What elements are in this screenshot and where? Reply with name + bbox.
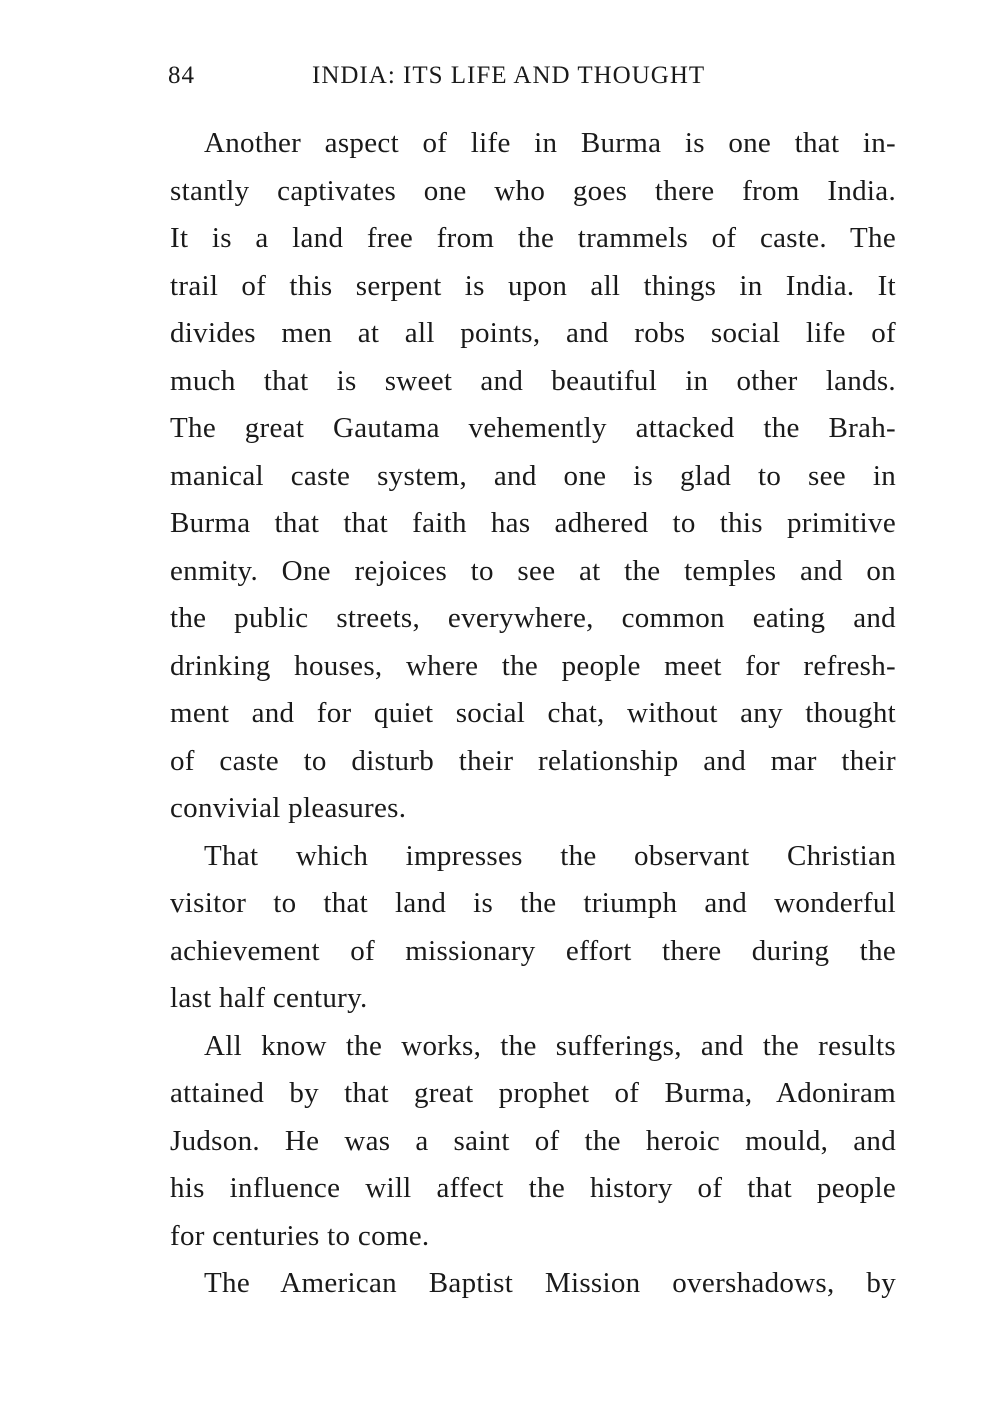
text-line: Burma that that faith has adhered to this primitive: [170, 507, 896, 539]
text-line: The great Gautama vehemently attacked the Brah-: [170, 412, 896, 444]
text-line: trail of this serpent is upon all things in India. It: [170, 269, 896, 302]
text-line: convivial pleasures.: [170, 792, 407, 824]
text-line: attained by that great prophet of Burma, Adoniram: [170, 1077, 896, 1109]
paragraph: [170, 1023, 896, 1261]
text-line: It is a land free from the trammels of caste. The: [170, 222, 896, 254]
text-line: much that is sweet and beautiful in other lands.: [170, 364, 896, 397]
body-text: [170, 120, 896, 1308]
text-line: That which impresses the observant Christian: [204, 839, 896, 872]
text-line: ment and for quiet social chat, without any thought: [170, 697, 896, 729]
text-line: stantly captivates one who goes there from India.: [170, 174, 896, 207]
paragraph: [170, 1260, 896, 1308]
paragraph: [170, 120, 896, 833]
text-line: drinking houses, where the people meet for refresh-: [170, 649, 896, 682]
text-line: of caste to disturb their relationship and mar their: [170, 744, 896, 777]
text-line: Judson. He was a saint of the heroic mould, and: [170, 1124, 896, 1157]
running-title: INDIA: ITS LIFE AND THOUGHT: [312, 62, 706, 89]
text-line: for centuries to come.: [170, 1219, 430, 1252]
text-line: his influence will affect the history of that people: [170, 1172, 896, 1204]
text-line: enmity. One rejoices to see at the temples and on: [170, 554, 896, 587]
text-line: the public streets, everywhere, common eating and: [170, 602, 896, 634]
running-head: [168, 62, 896, 98]
text-line: The American Baptist Mission overshadows, by: [204, 1267, 896, 1299]
text-line: last half century.: [170, 982, 368, 1014]
paragraph: [170, 833, 896, 1023]
text-line: achievement of missionary effort there during the: [170, 934, 896, 967]
text-line: manical caste system, and one is glad to see in: [170, 459, 896, 492]
page-number: 84: [168, 62, 195, 89]
text-line: visitor to that land is the triumph and wonderful: [170, 887, 896, 919]
text-line: divides men at all points, and robs social life of: [170, 317, 896, 349]
text-line: All know the works, the sufferings, and the results: [204, 1029, 896, 1062]
text-line: Another aspect of life in Burma is one that in-: [204, 127, 896, 159]
